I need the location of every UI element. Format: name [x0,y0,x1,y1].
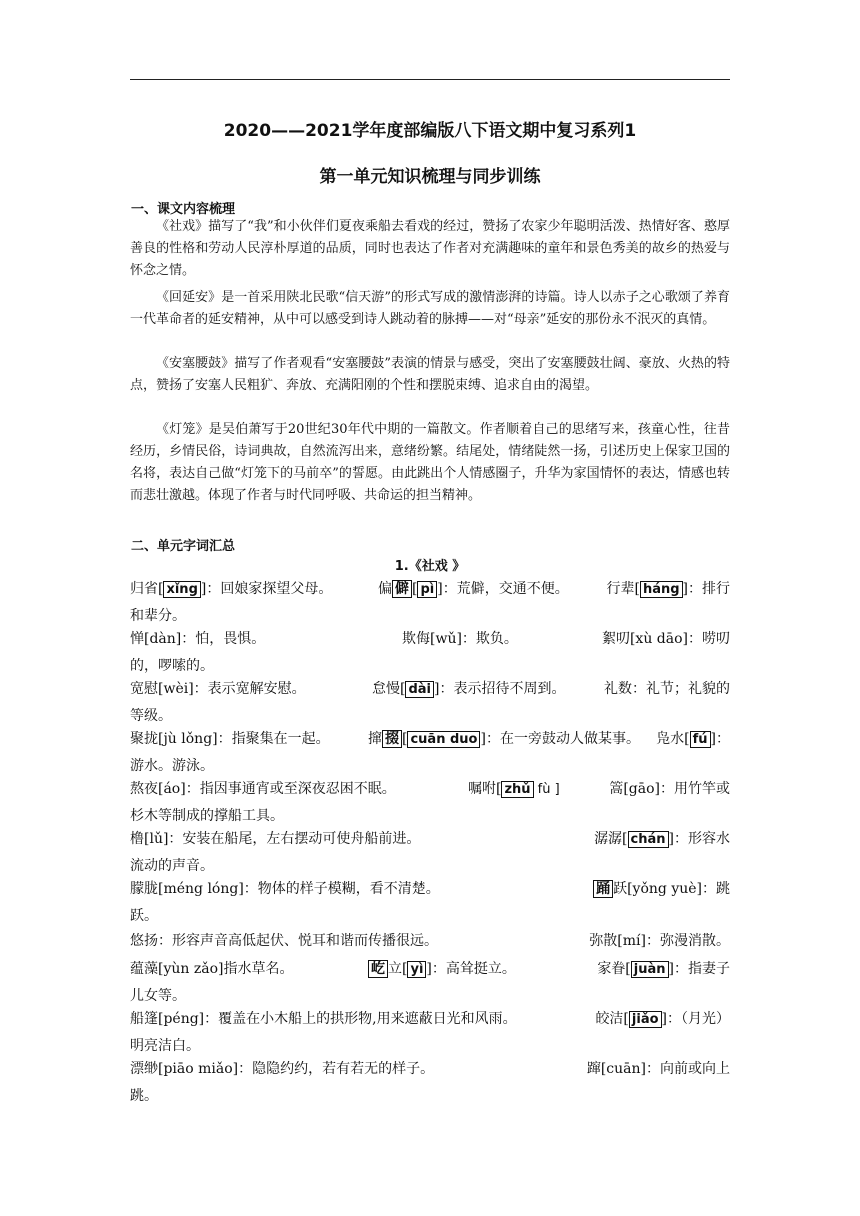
vocab-line-cont: 流动的声音。 [130,858,214,874]
char-box: 屹 [368,960,388,978]
vocab-line-cont: 杉木等制成的撑船工具。 [130,808,284,824]
vocab-line: 熬夜[áo]：指因事通宵或至深夜忍困不眠。 嘱咐[ zhǔ fù ] 篙[gāo]：用竹竿或 [130,781,730,797]
pinyin-box: xǐng [163,581,200,598]
pinyin-box: pì [417,581,437,598]
vocab-line: 归省[ xǐng ]：回娘家探望父母。 偏 僻 [ pì ]：荒僻，交通不便。 行辈[ háng ]：排行 [130,581,730,597]
char-box: 僻 [392,580,412,598]
pinyin-box: fú [690,731,711,748]
vocab-line-cont: 跃。 [130,908,158,924]
vocab-subheading: 1.《社戏 》 [394,559,466,574]
pinyin-box: dài [405,681,434,698]
vocab-line: 朦胧[méng lóng]：物体的样子模糊，看不清楚。 踊 跃[yǒng yuè]：跳 [130,881,730,897]
pinyin-box: chán [628,831,669,848]
pinyin-box: cuān duo [407,731,480,748]
char-box: 掇 [382,730,402,748]
char-box: 踊 [593,880,613,898]
paragraph-huiyanan: 《回延安》是一首采用陕北民歌“信天游”的形式写成的激情澎湃的诗篇。诗人以赤子之心歌颂了养育一代革命者的延安精神，从中可以感受到诗人跳动着的脉搏——对“母亲”延安的那份永不泯灭的真情。 [130,290,730,327]
pinyin-box: juàn [631,961,669,978]
vocab-line-cont: 等级。 [130,708,172,724]
vocab-line-cont: 儿女等。 [130,988,186,1004]
header-rule [130,79,730,80]
vocab-line: 惮[dàn]：怕，畏惧。 欺侮[wǔ]：欺负。 絮叨[xù dāo]：唠叨 [130,631,730,647]
vocab-line-cont: 跳。 [130,1088,158,1104]
vocab-line: 聚拢[jù lǒng]：指聚集在一起。 撺 掇 [ cuān duo ]：在一旁鼓动人做某事。 凫水[ fú ]： [130,731,730,747]
vocab-line-cont: 明亮洁白。 [130,1038,200,1054]
vocab-line: 蕴藻[yùn zǎo]指水草名。 屹 立[ yì ]：高耸挺立。 家眷[ juàn ]：指妻子 [130,961,730,977]
pinyin-box: zhǔ [501,781,533,798]
vocab-line-cont: 游水。游泳。 [130,758,214,774]
vocab-line: 船篷[péng]：覆盖在小木船上的拱形物,用来遮蔽日光和风雨。 皎洁[ jiǎo ]：（月光） [130,1011,730,1027]
document-title: 2020——2021学年度部编版八下语文期中复习系列1 [223,121,637,141]
paragraph-denglong: 《灯笼》是吴伯萧写于20世纪30年代中期的一篇散文。作者顺着自己的思绪写来，孩童心性，往昔经历，乡情民俗，诗词典故，自然流泻出来，意绪纷繁。结尾处，情绪陡然一扬，引述历史上保家卫国的名将，表达自己做“灯笼下的马前卒”的誓愿。由此跳出个人情感圈子，升华为家国情怀的表达，情感也转而悲壮激越。体现了作者与时代同呼吸、共命运的担当精神。 [130,422,730,503]
section-heading-2: 二、单元字词汇总 [131,539,236,554]
paragraph-shexi: 《社戏》描写了“我”和小伙伴们夏夜乘船去看戏的经过，赞扬了农家少年聪明活泼、热情好客、憨厚善良的性格和劳动人民淳朴厚道的品质，同时也表达了作者对充满趣味的童年和景色秀美的故乡的热爱与怀念之情。 [130,219,730,278]
paragraph-yaogu: 《安塞腰鼓》描写了作者观看“安塞腰鼓”表演的情景与感受，突出了安塞腰鼓壮阔、豪放、火热的特点，赞扬了安塞人民粗犷、奔放、充满阳刚的个性和摆脱束缚、追求自由的渴望。 [130,356,730,393]
vocab-line-cont: 的，啰嗦的。 [130,658,214,674]
pinyin-box: háng [640,581,683,598]
pinyin-box: yì [407,961,426,978]
vocab-line: 橹[lǔ]：安装在船尾，左右摆动可使舟船前进。 潺潺[ chán ]：形容水 [130,831,730,847]
pinyin-box: jiǎo [629,1011,662,1028]
vocab-line-cont: 和辈分。 [130,608,186,624]
vocab-line: 漂缈[piāo miǎo]：隐隐约约，若有若无的样子。 蹿[cuān]：向前或向上 [130,1061,730,1077]
vocab-line: 悠扬：形容声音高低起伏、悦耳和谐而传播很远。 弥散[mí]：弥漫消散。 [130,933,730,949]
section-heading-1: 一、课文内容梳理 [131,202,236,217]
document-subtitle: 第一单元知识梳理与同步训练 [319,167,541,187]
vocab-line: 宽慰[wèi]：表示宽解安慰。 怠慢[ dài ]：表示招待不周到。 礼数：礼节；礼貌的 [130,681,730,697]
